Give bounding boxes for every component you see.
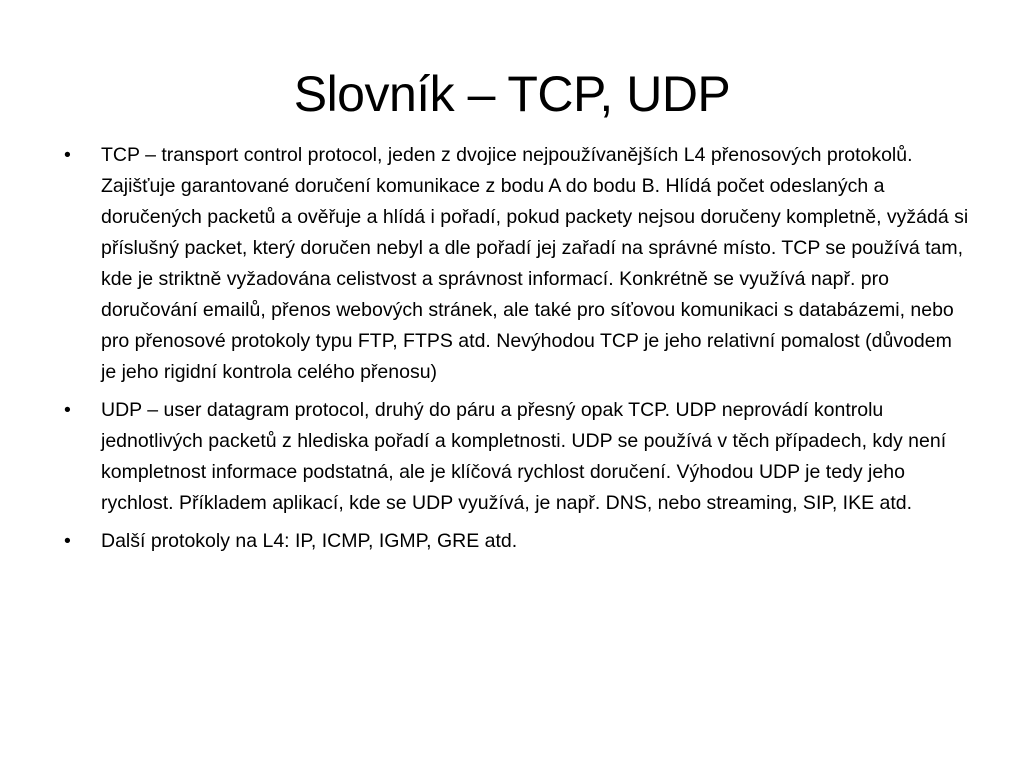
bullet-text-udp: UDP – user datagram protocol, druhý do páru a přesný opak TCP. UDP neprovádí kontrolu jednotlivých packetů z hlediska pořadí a kompletnosti. UDP se používá v těch případech, kdy není kompletnost informace podstatná, ale je klíčová rychlost doručení. Výhodou UDP je tedy jeho rychlost. Příkladem aplikací, kde se UDP využívá, je např. DNS, nebo streaming, SIP, IKE atd.: [101, 399, 947, 514]
bullet-item-udp: [64, 395, 970, 519]
bullet-icon: •: [64, 144, 71, 166]
bullet-item-other-protocols: [64, 526, 970, 557]
bullet-list: [64, 140, 970, 564]
bullet-icon: •: [64, 399, 71, 421]
slide-title: Slovník – TCP, UDP: [293, 66, 731, 122]
bullet-text-other-protocols: Další protokoly na L4: IP, ICMP, IGMP, GRE atd.: [101, 530, 518, 552]
bullet-icon: •: [64, 530, 71, 552]
bullet-text-tcp: TCP – transport control protocol, jeden z dvojice nejpoužívanějších L4 přenosových protokolů. Zajišťuje garantované doručení komunikace z bodu A do bodu B. Hlídá počet odeslaných a doručených packetů a ověřuje a hlídá i pořadí, pokud packety nejsou doručeny kompletně, vyžádá si příslušný packet, který doručen nebyl a dle pořadí jej zařadí na správné místo. TCP se používá tam, kde je striktně vyžadována celistvost a správnost informací. Konkrétně se využívá např. pro doručování emailů, přenos webových stránek, ale také pro síťovou komunikaci s databázemi, nebo pro přenosové protokoly typu FTP, FTPS atd. Nevýhodou TCP je jeho relativní pomalost (důvodem je jeho rigidní kontrola celého přenosu): [101, 144, 969, 383]
bullet-item-tcp: [64, 140, 970, 388]
